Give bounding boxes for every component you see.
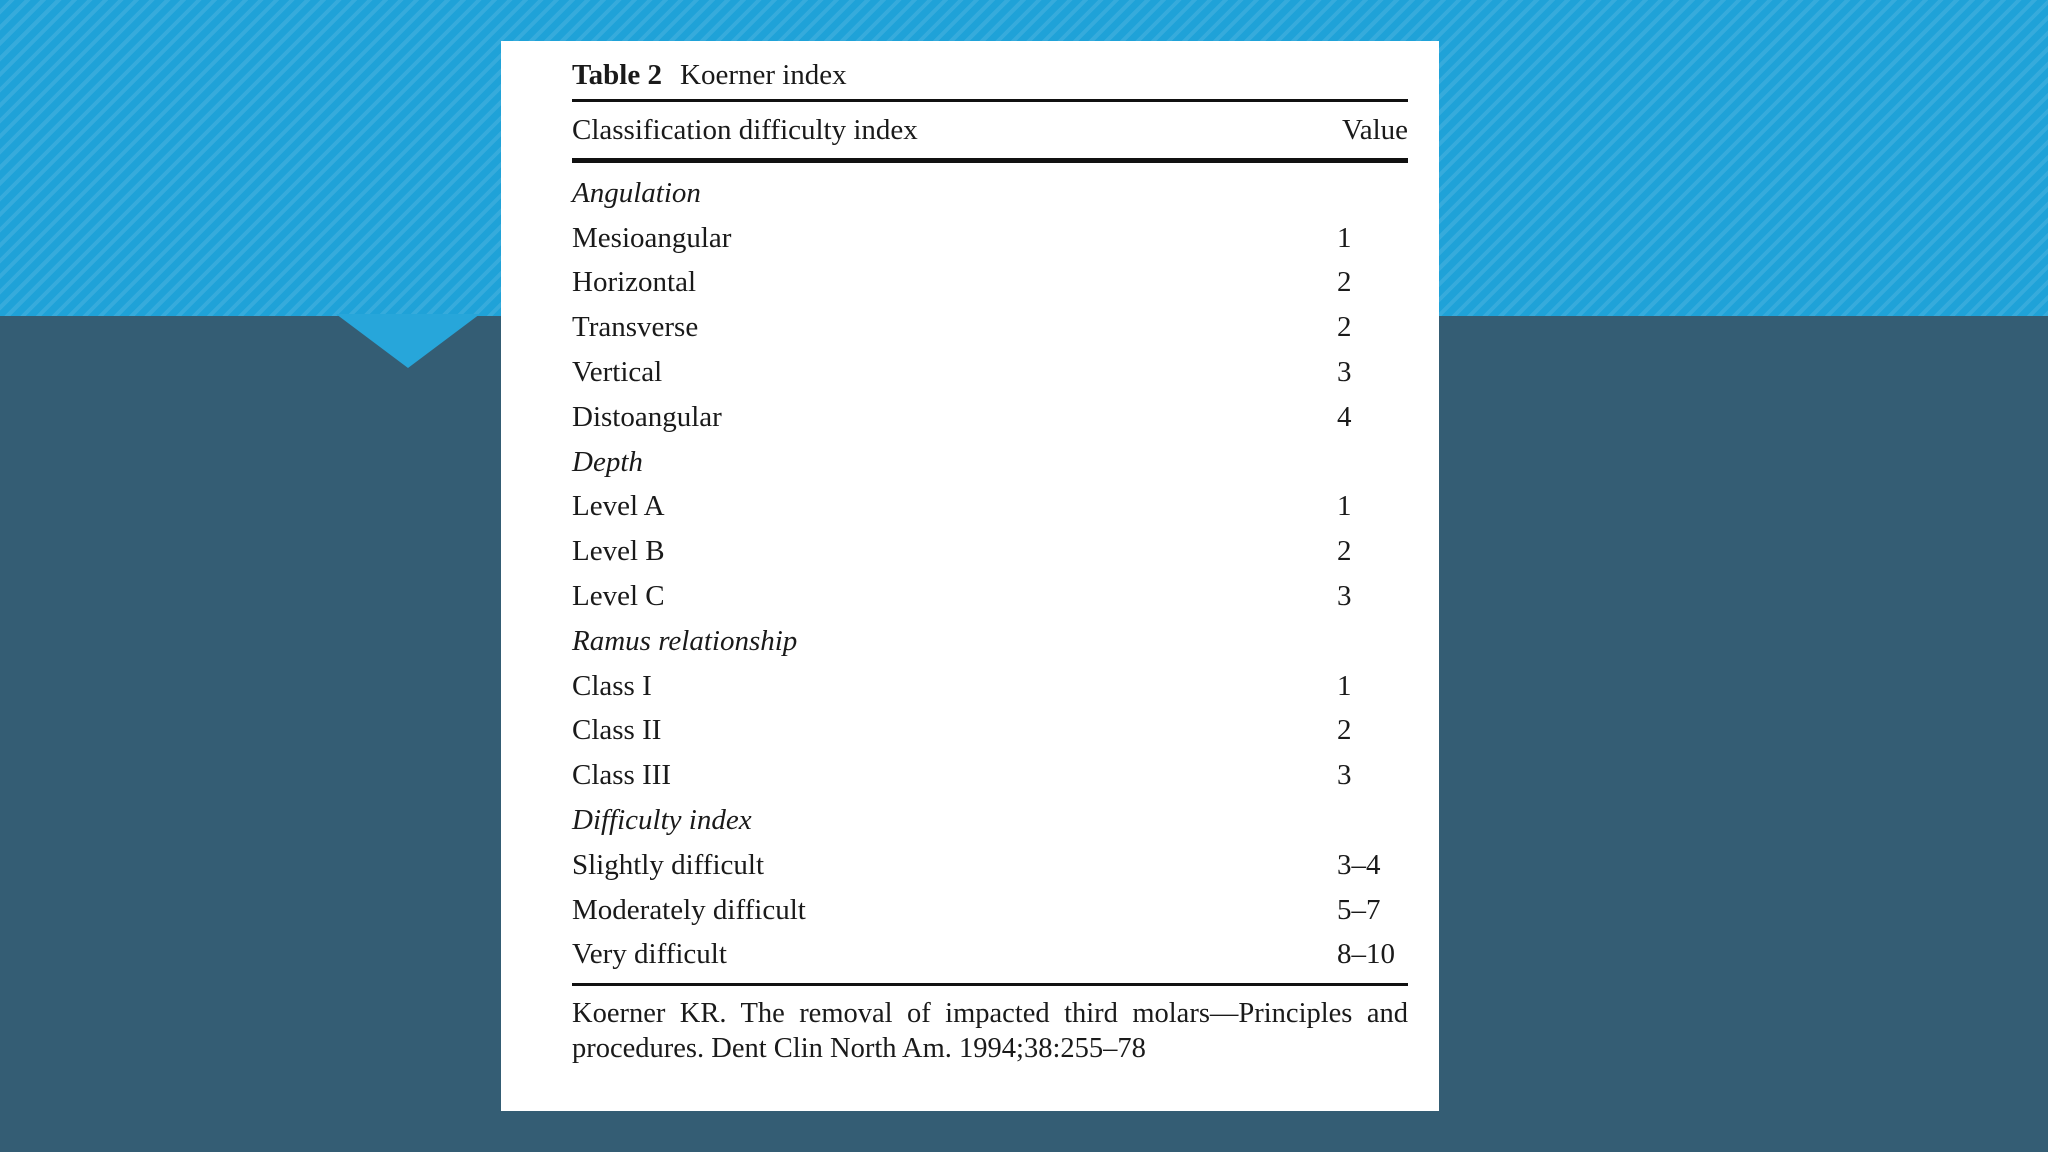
row-value: 2 (1337, 535, 1352, 568)
row-label: Level A (572, 490, 665, 523)
row-value: 4 (1337, 400, 1352, 433)
table-row (572, 305, 1408, 350)
table-header (572, 102, 1408, 158)
table-label: Table 2 (572, 59, 662, 91)
section-heading: Angulation (572, 176, 701, 209)
section-heading: Depth (572, 445, 643, 478)
table-title: Koerner index (680, 59, 847, 91)
row-label: Moderately difficult (572, 893, 806, 926)
row-label: Horizontal (572, 266, 697, 299)
row-value: 2 (1337, 714, 1352, 747)
section-heading-row (572, 440, 1408, 485)
table-row (572, 261, 1408, 306)
header-value: Value (1341, 113, 1408, 146)
header-name: Classification difficulty index (572, 113, 918, 146)
row-value: 1 (1337, 221, 1352, 254)
document-page (501, 41, 1439, 1111)
section-heading: Difficulty index (572, 804, 752, 837)
table-row (572, 216, 1408, 261)
band-notch (336, 314, 480, 368)
row-label: Mesioangular (572, 221, 732, 254)
row-value: 3 (1337, 580, 1352, 613)
row-label: Class I (572, 669, 652, 702)
row-label: Transverse (572, 311, 699, 344)
section-heading-row (572, 798, 1408, 843)
row-value: 5–7 (1337, 893, 1381, 926)
section-heading: Ramus relationship (572, 624, 798, 657)
table-row (572, 485, 1408, 530)
row-value: 3 (1337, 356, 1352, 389)
table-row (572, 753, 1408, 798)
row-label: Vertical (572, 356, 663, 389)
table-row (572, 888, 1408, 933)
section-heading-row (572, 171, 1408, 216)
row-label: Level B (572, 535, 665, 568)
row-value: 2 (1337, 311, 1352, 344)
row-value: 1 (1337, 669, 1352, 702)
row-label: Level C (572, 580, 665, 613)
table-row (572, 664, 1408, 709)
row-value: 3 (1337, 759, 1352, 792)
table-body (572, 163, 1408, 983)
row-value: 8–10 (1337, 938, 1395, 971)
row-label: Class II (572, 714, 662, 747)
row-value: 1 (1337, 490, 1352, 523)
table-container (572, 55, 1408, 1066)
table-row (572, 529, 1408, 574)
row-label: Distoangular (572, 400, 722, 433)
row-label: Slightly difficult (572, 848, 764, 881)
table-row (572, 843, 1408, 888)
row-value: 3–4 (1337, 848, 1381, 881)
row-value: 2 (1337, 266, 1352, 299)
table-row (572, 574, 1408, 619)
row-label: Very difficult (572, 938, 727, 971)
table-footnote: Koerner KR. The removal of impacted third molars—Principles and procedures. Dent Clin North Am. 1994;38:255–78 (572, 998, 1408, 1065)
table-row (572, 395, 1408, 440)
table-row (572, 933, 1408, 978)
table-row (572, 709, 1408, 754)
table-caption (572, 55, 1408, 99)
table-row (572, 350, 1408, 395)
row-label: Class III (572, 759, 672, 792)
section-heading-row (572, 619, 1408, 664)
